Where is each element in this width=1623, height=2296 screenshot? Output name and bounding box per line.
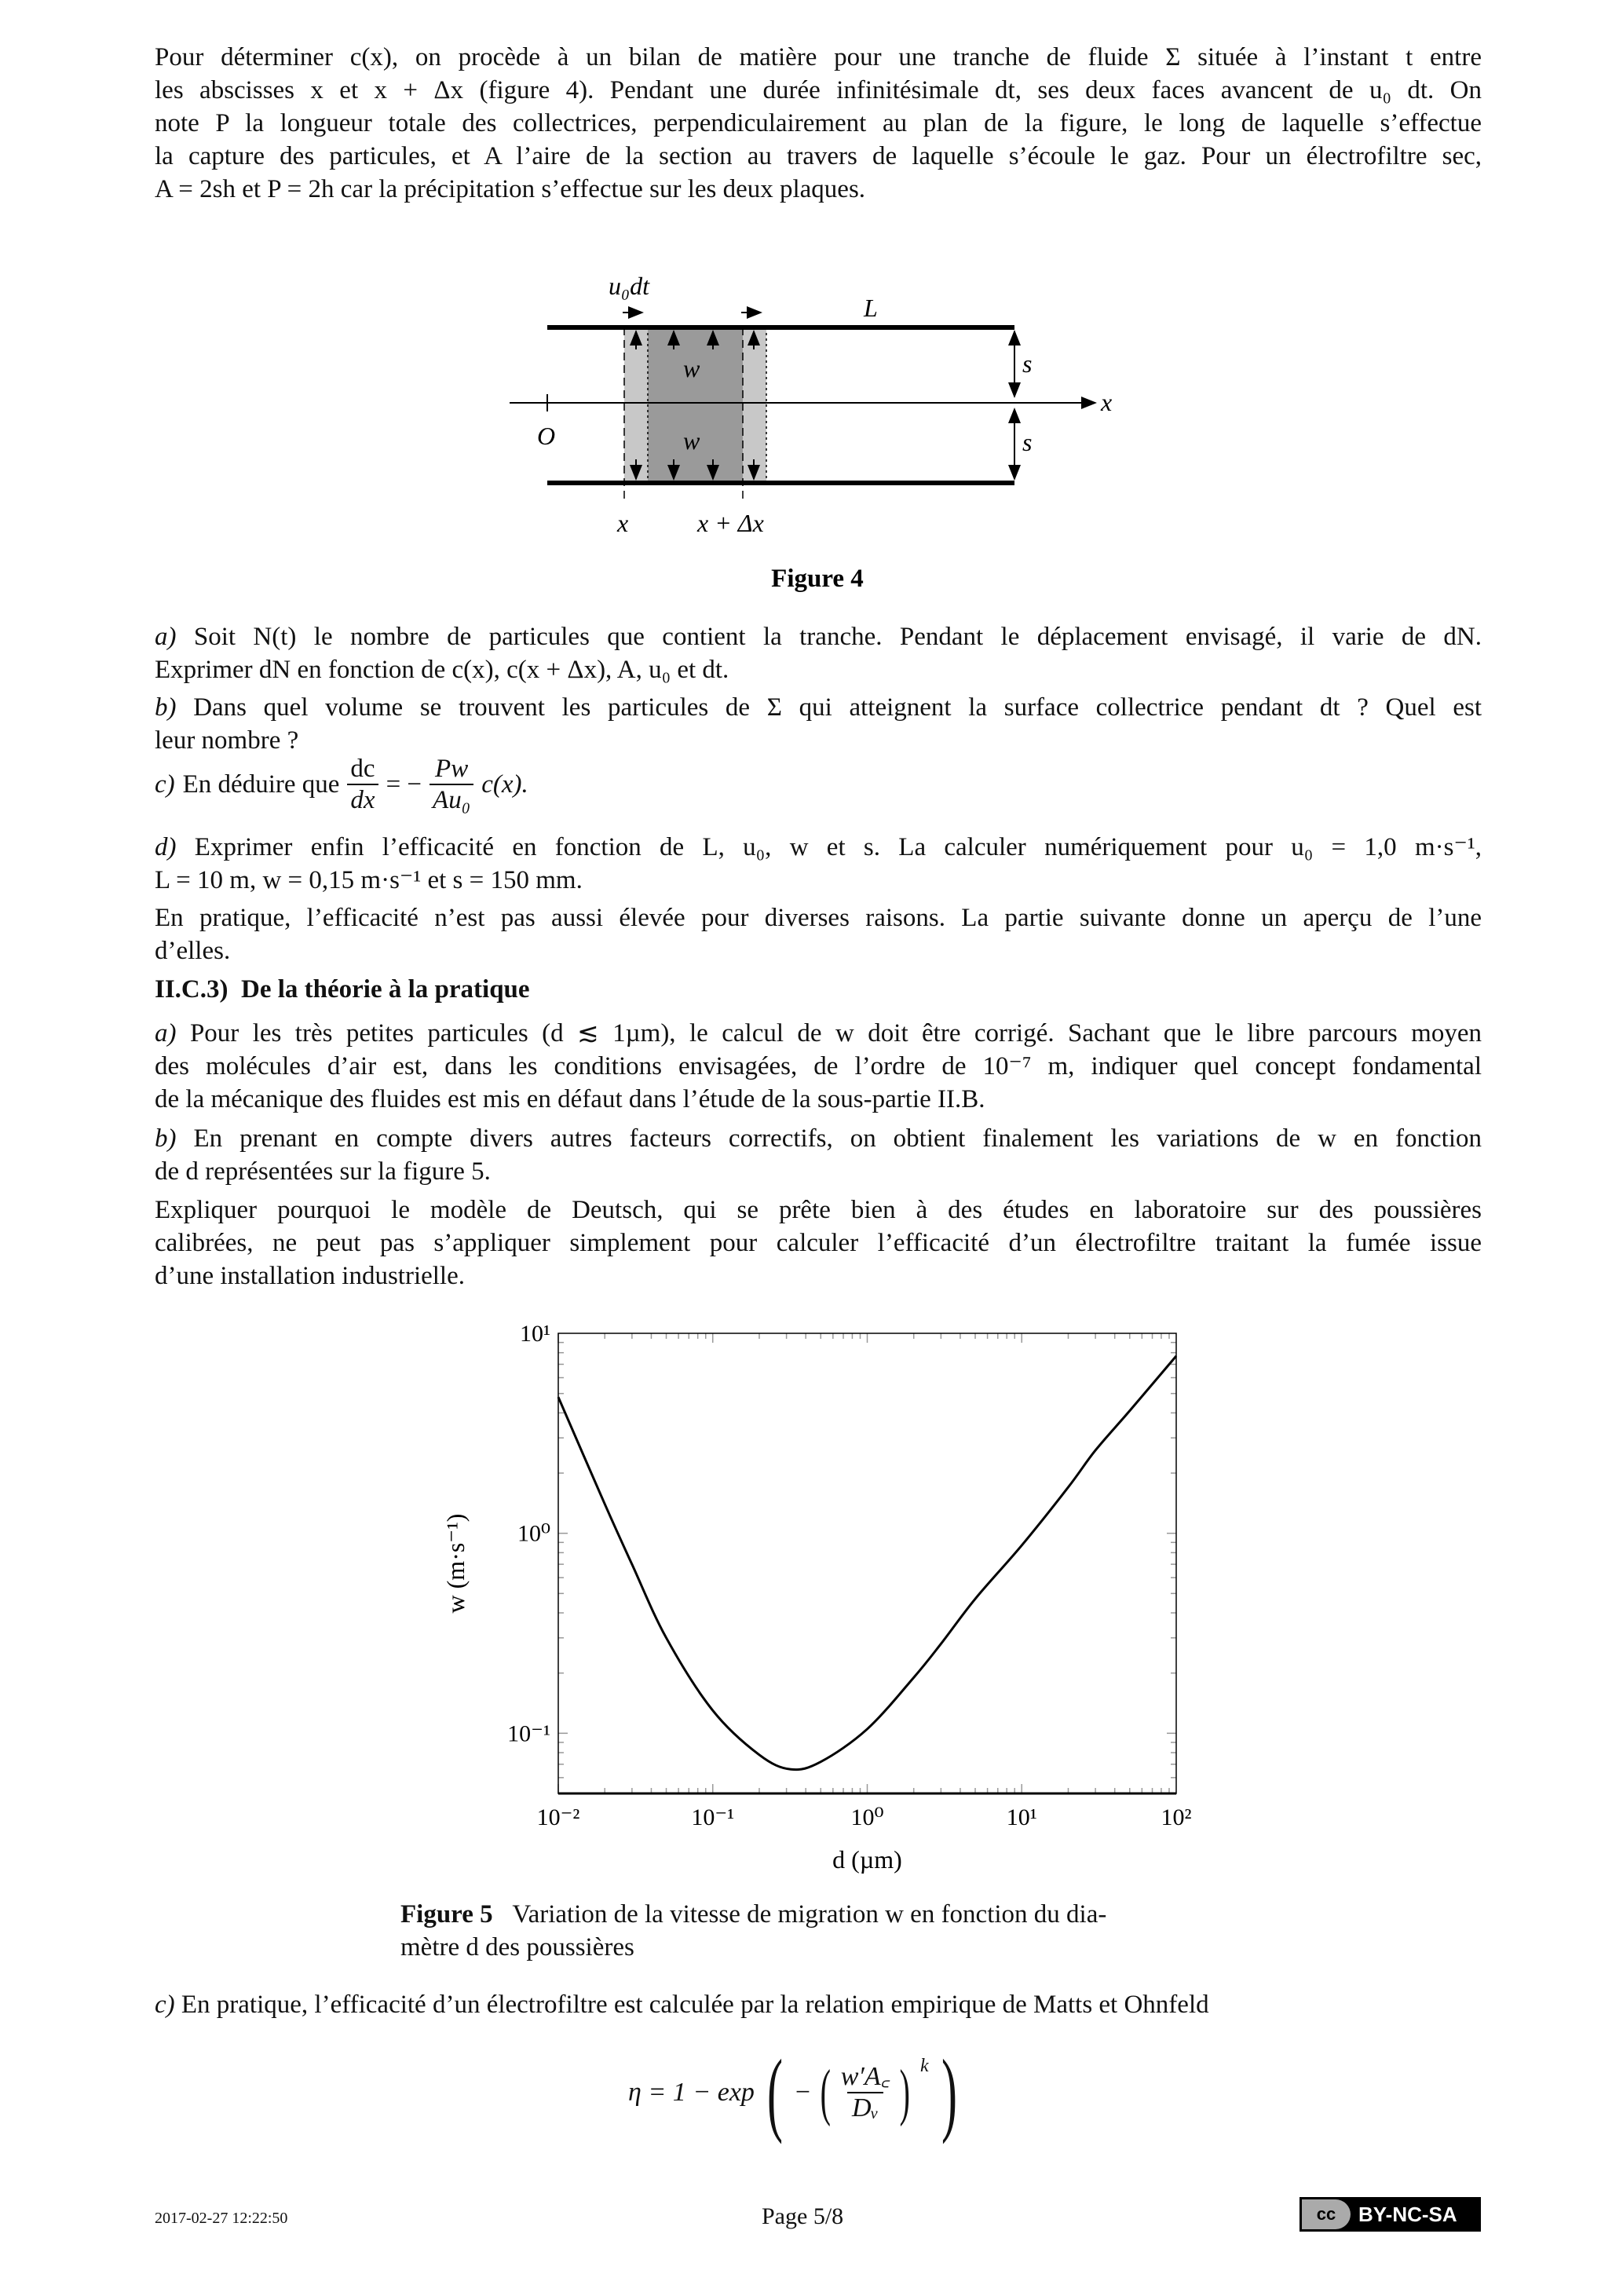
numerator: w′A꜀ — [840, 2062, 890, 2091]
label-u0dt: u₀dt — [609, 272, 650, 300]
question-d — [155, 831, 1482, 897]
paren-inner-open: ( — [820, 2057, 832, 2127]
question-label: a) — [155, 623, 177, 651]
text-line: En pratique, l’efficacité n’est pas aussi élevée pour diverses raisons. La partie suivante donne un aperçu de l’une — [155, 904, 1482, 932]
text-line: des molécules d’air est, dans les conditions envisagées, de l’ordre de 10⁻⁷ m, indiquer quel concept fondamental — [155, 1052, 1482, 1080]
x-axis-label: d (µm) — [832, 1845, 902, 1874]
denominator: Au₀ — [430, 784, 473, 815]
text-line: Soit N(t) le nombre de particules que contient la tranche. Pendant le déplacement envisagé, il varie de dN. — [193, 623, 1482, 651]
cc-icon: cc — [1302, 2199, 1351, 2229]
y-axis-label: w (m·s⁻¹) — [441, 1513, 470, 1614]
y-tick-label: 10⁰ — [517, 1520, 550, 1547]
figure-5-chart — [424, 1296, 1209, 1885]
label-s-bottom: s — [1022, 428, 1033, 456]
slice-dark-region — [648, 327, 743, 483]
paren-inner-close: ) — [900, 2057, 911, 2127]
page-number: Page 5/8 — [762, 2203, 844, 2229]
numerator: dc — [350, 755, 375, 783]
series-line-w — [558, 1356, 1176, 1770]
plot-frame — [558, 1333, 1176, 1793]
label-w-bottom: w⃗ — [683, 426, 720, 455]
license-badge — [1299, 2197, 1481, 2232]
question-c — [155, 754, 1482, 815]
caption-line: mètre d des poussières — [400, 1933, 634, 1961]
text-line: Pour les très petites particules (d ≲ 1µm), le calcul de w doit être corrigé. Sachant que le libre parcours moyen — [189, 1019, 1482, 1047]
text-line: d’elles. — [155, 937, 231, 965]
text-line: les abscisses x et x + Δx (figure 4). Pendant une durée infinitésimale dt, ses deux faces avancent de u₀ dt. On — [155, 76, 1482, 104]
text-line: Pour déterminer c(x), on procède à un bilan de matière pour une tranche de fluide Σ située à l’instant t entre — [155, 43, 1482, 71]
figure-label: Figure 5 — [400, 1900, 493, 1929]
text-line: Expliquer pourquoi le modèle de Deutsch, qui se prête bien à des études en laboratoire sur des poussières — [155, 1196, 1482, 1224]
text: c(x). — [481, 770, 528, 799]
question-label: b) — [155, 693, 177, 722]
x-tick-label: 10⁰ — [850, 1804, 884, 1830]
numerator: Pw — [435, 755, 469, 783]
question-label: b) — [155, 1124, 177, 1153]
text-line: Exprimer enfin l’efficacité en fonction de L, u₀, w et s. La calculer numériquement pour u₀ = 1,0 m·s⁻¹, — [194, 833, 1482, 861]
license-text: BY-NC-SA — [1358, 2202, 1457, 2226]
label-s-top: s — [1022, 349, 1033, 378]
text-line: calibrées, ne peut pas s’appliquer simplement pour calculer l’efficacité d’un électrofiltre traitant la fumée issue — [155, 1229, 1482, 1257]
fraction-dc-dx — [347, 754, 378, 815]
text-line: la capture des particules, et A l’aire de la section au travers de laquelle s’écoule le gaz. Pour un électrofiltre sec, — [155, 142, 1482, 170]
minus: − — [795, 2078, 811, 2107]
figure-4-diagram — [0, 0, 1623, 597]
text-line: leur nombre ? — [155, 726, 299, 755]
fraction-pw-au0 — [430, 754, 473, 815]
text-line: Exprimer dN en fonction de c(x), c(x + Δx), A, u₀ et dt. — [155, 656, 729, 684]
formula-lhs: η = 1 − exp — [628, 2078, 755, 2107]
x-tick-label: 10² — [1161, 1804, 1192, 1830]
paren-close: ) — [941, 2040, 957, 2144]
section-number: II.C.3) — [155, 975, 228, 1004]
paren-open: ( — [766, 2040, 783, 2144]
question-2b — [155, 1122, 1482, 1188]
question-2a — [155, 1017, 1482, 1116]
fraction — [841, 2062, 890, 2123]
equals: = − — [386, 770, 422, 799]
question-a — [155, 620, 1482, 686]
y-tick-label: 10⁻¹ — [507, 1720, 550, 1747]
label-x-dx: x + Δx — [697, 509, 764, 537]
label-origin: O — [537, 422, 556, 450]
section-heading — [155, 973, 1482, 1006]
text-line: note P la longueur totale des collectrices, perpendiculairement au plan de la figure, le long de laquelle s’effectue — [155, 109, 1482, 137]
text-line: de d représentées sur la figure 5. — [155, 1157, 491, 1186]
question-b — [155, 691, 1482, 757]
x-tick-label: 10⁻¹ — [691, 1804, 735, 1830]
explain-paragraph — [155, 1194, 1482, 1292]
text-line: L = 10 m, w = 0,15 m·s⁻¹ et s = 150 mm. — [155, 866, 583, 894]
caption-line: Variation de la vitesse de migration w en fonction du dia- — [512, 1900, 1107, 1929]
figure-4-caption: Figure 4 — [771, 565, 864, 593]
timestamp: 2017-02-27 12:22:50 — [155, 2210, 288, 2227]
y-tick-label: 10¹ — [520, 1321, 550, 1347]
x-tick-label: 10¹ — [1006, 1804, 1037, 1830]
exponent: k — [920, 2056, 929, 2076]
question-2c — [155, 1988, 1482, 2021]
denominator: dx — [347, 784, 378, 815]
text-line: de la mécanique des fluides est mis en défaut dans l’étude de la sous-partie II.B. — [155, 1085, 985, 1113]
question-label: d) — [155, 833, 177, 861]
matts-ohnfeld-formula — [628, 2042, 965, 2144]
question-label: a) — [155, 1019, 177, 1047]
text: En pratique, l’efficacité d’un électrofiltre est calculée par la relation empirique de Matts et Ohnfeld — [181, 1991, 1209, 2019]
label-w-top: w⃗ — [683, 354, 720, 382]
label-x-axis: x — [1101, 388, 1113, 416]
text-line: A = 2sh et P = 2h car la précipitation s’effectue sur les deux plaques. — [155, 175, 866, 203]
text-line: Dans quel volume se trouvent les particules de Σ qui atteignent la surface collectrice pendant dt ? Quel est — [193, 693, 1482, 722]
text-line: d’une installation industrielle. — [155, 1262, 466, 1290]
question-label: c) — [155, 770, 175, 799]
text: En déduire que — [182, 770, 340, 799]
denominator: Dᵥ — [847, 2092, 883, 2123]
label-L: L — [864, 294, 878, 322]
x-tick-label: 10⁻² — [536, 1804, 580, 1830]
label-x: x — [617, 509, 629, 537]
figure-5-caption — [400, 1898, 1233, 1964]
question-label: c) — [155, 1991, 175, 2019]
text-line: En prenant en compte divers autres facteurs correctifs, on obtient finalement les variations de w en fonction — [193, 1124, 1482, 1153]
note-paragraph — [155, 901, 1482, 967]
section-title: De la théorie à la pratique — [241, 975, 530, 1004]
